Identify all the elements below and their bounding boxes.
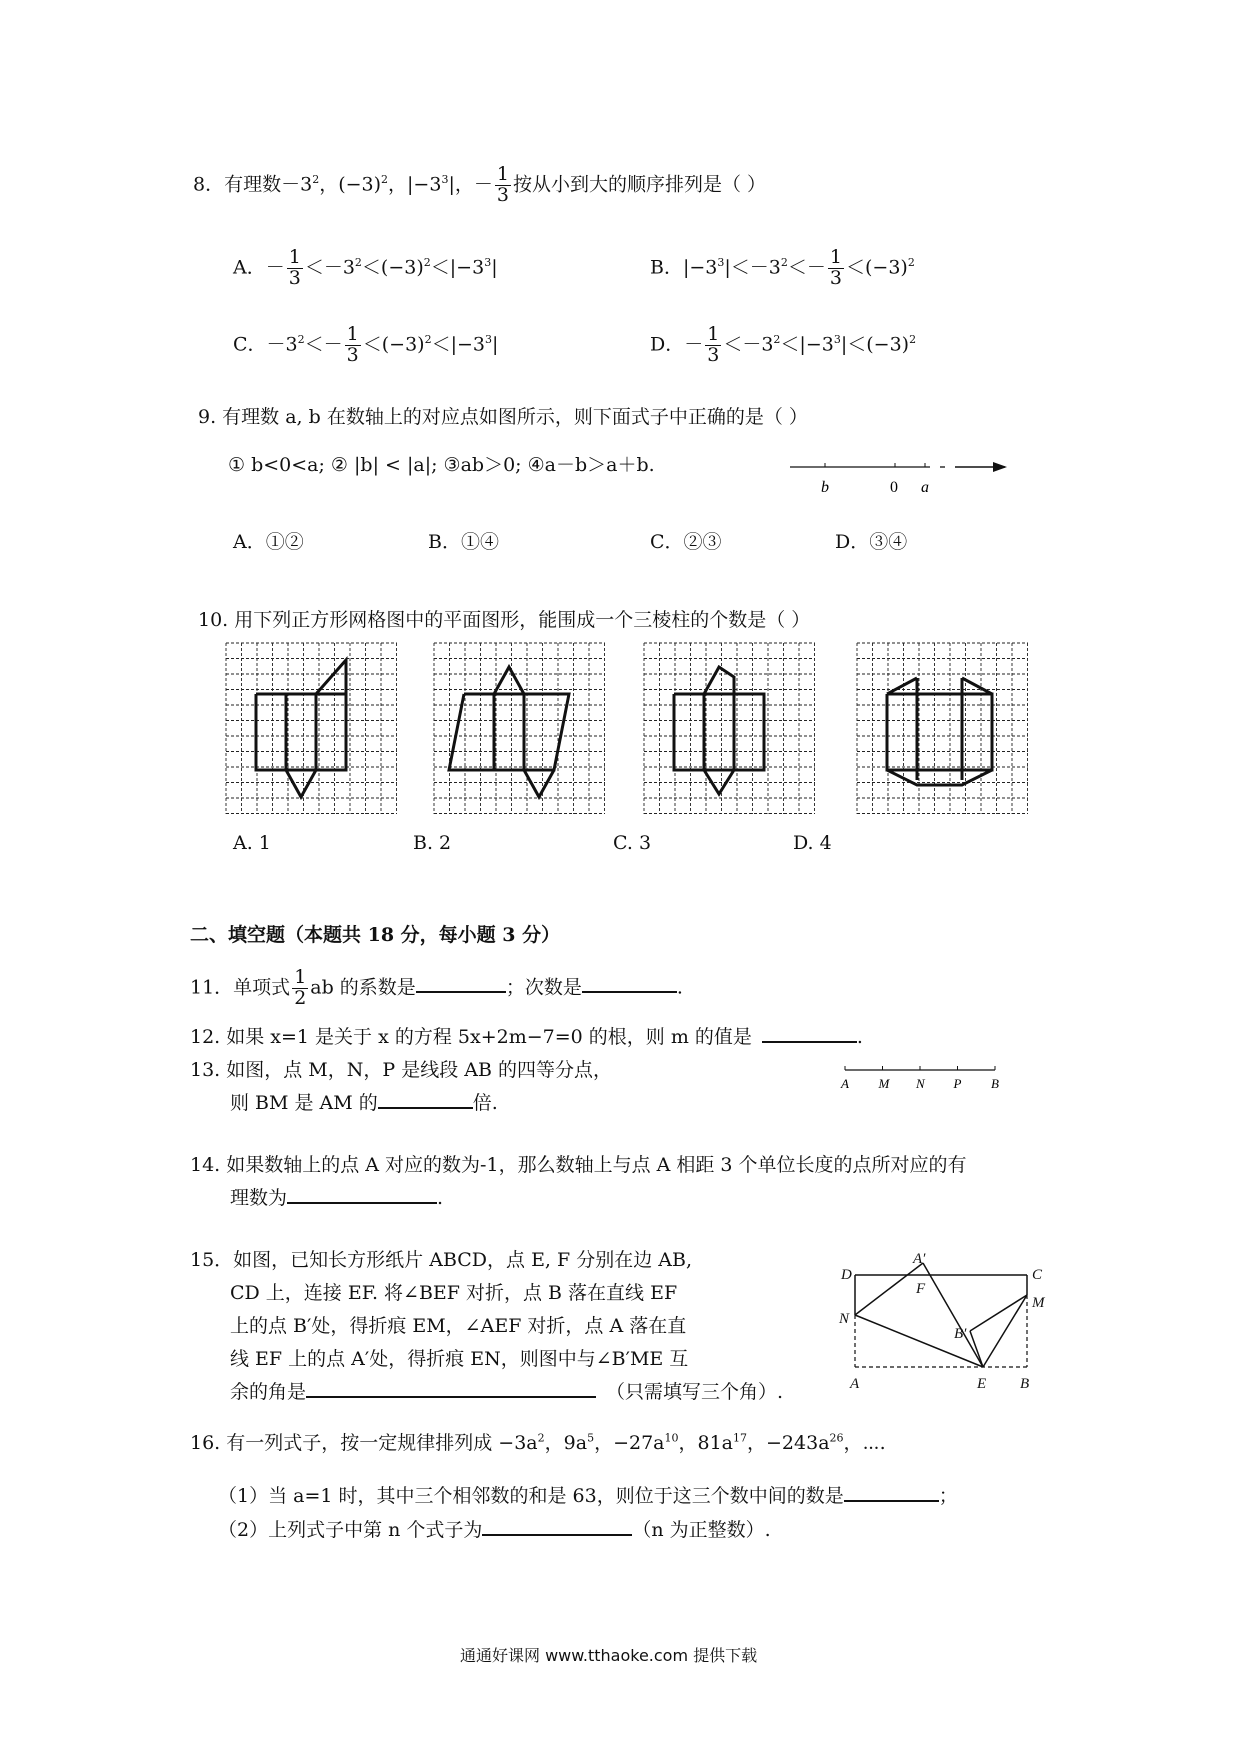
q15-label-A: A bbox=[850, 1376, 860, 1392]
q13-label-N: N bbox=[916, 1076, 925, 1091]
q10-option-b[interactable]: B. 2 bbox=[413, 832, 452, 854]
footer: 通通好课网 www.tthaoke.com 提供下载 bbox=[460, 1646, 758, 1665]
q16-blank-2[interactable] bbox=[482, 1515, 632, 1536]
q10-stem: 10. 用下列正方形网格图中的平面图形，能围成一个三棱柱的个数是（ ） bbox=[198, 609, 811, 631]
q15-line5: 余的角是 （只需填写三个角）. bbox=[230, 1377, 783, 1404]
q9-number-line bbox=[785, 452, 1015, 502]
q13-line2: 则 BM 是 AM 的 倍. bbox=[230, 1088, 498, 1115]
q15-label-E: E bbox=[977, 1376, 987, 1392]
q9-conditions: ① b<0<a; ② |b| < |a|; ③ab＞0; ④a－b＞a＋b. bbox=[228, 454, 655, 476]
q16-blank-1[interactable] bbox=[844, 1481, 939, 1502]
q16-stem: 16. 有一列式子，按一定规律排列成 $-3a^2$，$9a^5$，$-27a^{10}$，$81a^{17}$，$-243a^{26}$，⋯. bbox=[190, 1431, 886, 1454]
q8-option-d[interactable]: D．－ $\frac{1}{3}$ $<-3^2<|-3^3|<(-3)^2$ bbox=[650, 323, 917, 366]
q15-label-D: D bbox=[841, 1267, 852, 1283]
q10-net-c bbox=[643, 642, 817, 816]
q9-option-c[interactable]: C．②③ bbox=[650, 531, 722, 553]
q10-net-b bbox=[433, 642, 607, 816]
q14-blank[interactable] bbox=[287, 1183, 437, 1204]
q10-net-d bbox=[856, 642, 1030, 816]
section-title: 二、填空题（本题共 18 分，每小题 3 分） bbox=[190, 924, 561, 946]
q10-net-a bbox=[225, 642, 399, 816]
q15-label-M: M bbox=[1032, 1295, 1045, 1311]
q15-label-F: F bbox=[916, 1281, 926, 1297]
q15-label-B-prime: B′ bbox=[954, 1326, 967, 1342]
q8-stem: 8．有理数$-3^2$，$(-3)^2$，$|-3^3|$，－ $\frac{1}{3}$ 按从小到大的顺序排列是（ ） bbox=[193, 163, 766, 206]
q9-label-0: 0 bbox=[890, 479, 898, 496]
q16-part1: （1）当 a=1 时，其中三个相邻数的和是 63，则位于这三个数中间的数是 ； bbox=[218, 1481, 958, 1508]
q12-blank[interactable] bbox=[762, 1022, 857, 1043]
q8-option-b[interactable]: B．$|-3^3|<-3^2<-$ $\frac{1}{3}$ $<(-3)^2$ bbox=[650, 246, 915, 289]
q15-label-B: B bbox=[1020, 1376, 1030, 1392]
q15-line3: 上的点 B′处，得折痕 EM，∠AEF 对折，点 A 落在直 bbox=[230, 1315, 687, 1337]
q9-option-d[interactable]: D．③④ bbox=[835, 531, 908, 553]
q13-label-A: A bbox=[841, 1076, 849, 1091]
q9-stem: 9. 有理数 a, b 在数轴上的对应点如图所示，则下面式子中正确的是（ ） bbox=[198, 406, 808, 428]
q13-line1: 13. 如图，点 M，N，P 是线段 AB 的四等分点， bbox=[190, 1059, 612, 1081]
q8-option-a[interactable]: A．－ $\frac{1}{3}$ $<-3^2<(-3)^2<|-3^3|$ bbox=[233, 246, 498, 289]
q13-segment-figure bbox=[835, 1060, 1010, 1100]
q9-option-b[interactable]: B．①④ bbox=[428, 531, 499, 553]
q10-option-d[interactable]: D. 4 bbox=[793, 832, 832, 854]
q11: 11．单项式 $\frac{1}{2}$ ab 的系数是 ；次数是 . bbox=[190, 966, 683, 1009]
q15-label-C: C bbox=[1032, 1267, 1043, 1283]
q14-line1: 14. 如果数轴上的点 A 对应的数为-1，那么数轴上与点 A 相距 3 个单位长度的点所对应的有 bbox=[190, 1154, 967, 1176]
q9-label-b: b bbox=[821, 479, 829, 496]
q15-label-A-prime: A′ bbox=[913, 1251, 926, 1267]
q15-line4: 线 EF 上的点 A′处，得折痕 EN，则图中与∠B′ME 互 bbox=[230, 1348, 689, 1370]
q11-blank-coefficient[interactable] bbox=[416, 972, 506, 993]
q8-option-c[interactable]: C．$-3^2<-$ $\frac{1}{3}$ $<(-3)^2<|-3^3|$ bbox=[233, 323, 499, 366]
q15-label-N: N bbox=[839, 1311, 850, 1327]
q15-line1: 15．如图，已知长方形纸片 ABCD，点 E, F 分别在边 AB, bbox=[190, 1249, 692, 1271]
q13-blank[interactable] bbox=[378, 1088, 473, 1109]
q13-label-B: B bbox=[991, 1076, 999, 1091]
q10-option-c[interactable]: C. 3 bbox=[613, 832, 652, 854]
q15-blank[interactable] bbox=[306, 1377, 596, 1398]
q14-line2: 理数为 . bbox=[230, 1183, 443, 1210]
q15-line2: CD 上，连接 EF. 将∠BEF 对折，点 B 落在直线 EF bbox=[230, 1282, 678, 1304]
q15-rectangle-figure bbox=[835, 1245, 1050, 1400]
q11-blank-degree[interactable] bbox=[582, 972, 677, 993]
q9-label-a: a bbox=[921, 479, 929, 496]
q10-option-a[interactable]: A. 1 bbox=[233, 832, 271, 854]
q12: 12. 如果 x=1 是关于 x 的方程 5x+2m−7=0 的根，则 m 的值是 . bbox=[190, 1022, 863, 1049]
q13-label-P: P bbox=[953, 1076, 962, 1091]
q9-option-a[interactable]: A．①② bbox=[233, 531, 304, 553]
q16-part2: （2）上列式子中第 n 个式子为 （n 为正整数）. bbox=[218, 1515, 771, 1542]
q13-label-M: M bbox=[878, 1076, 890, 1091]
